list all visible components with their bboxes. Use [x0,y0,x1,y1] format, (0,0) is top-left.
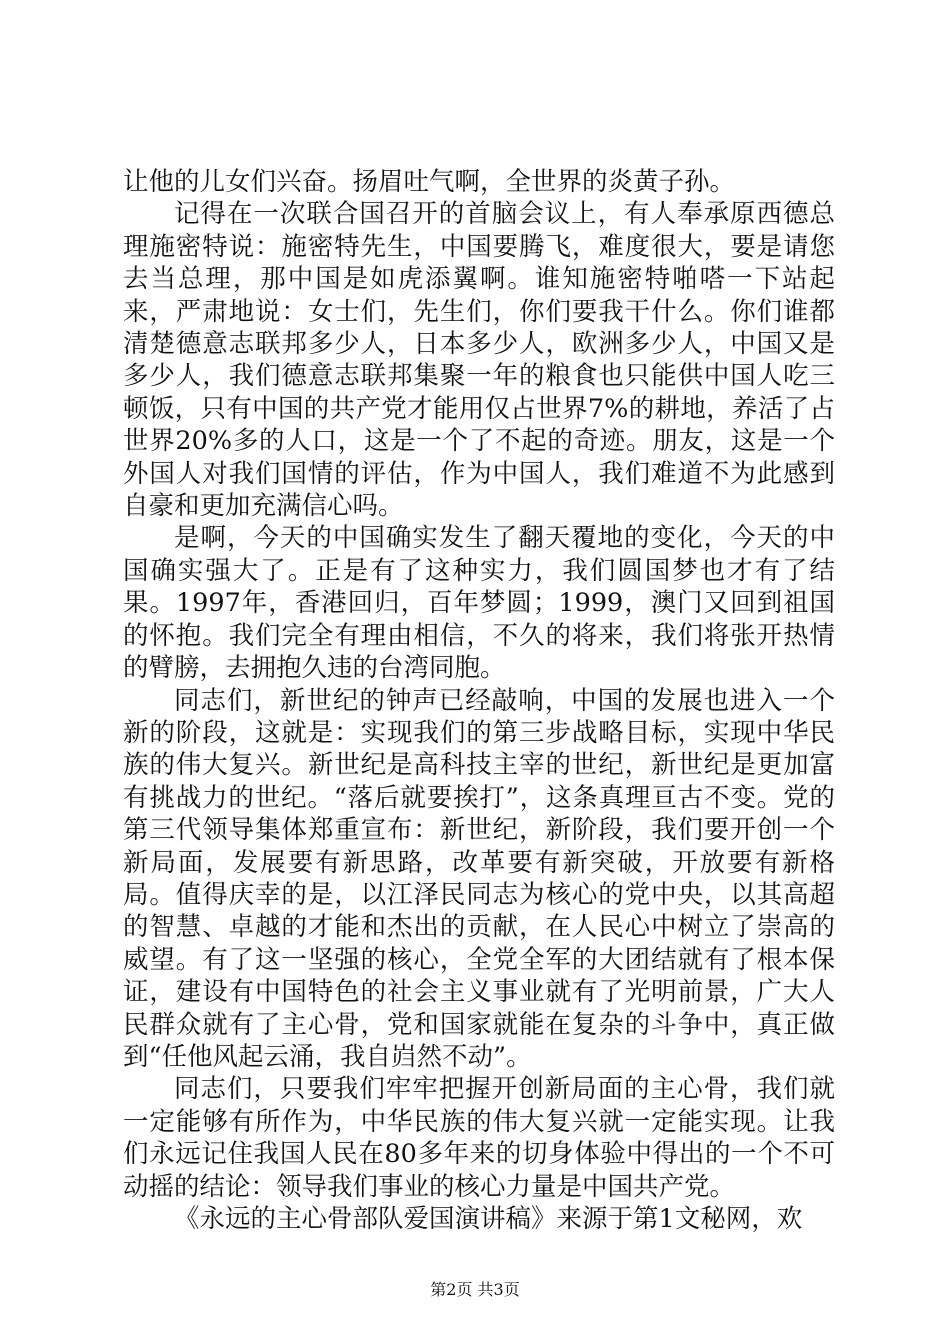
document-body [123,166,835,1235]
paragraph-4: 同志们，新世纪的钟声已经敲响，中国的发展也进入一个新的阶段，这就是：实现我们的第三步战略目标，实现中华民族的伟大复兴。新世纪是高科技主宰的世纪，新世纪是更加富有挑战力的世纪。“落后就要挨打”，这条真理亘古不变。党的第三代领导集体郑重宣布：新世纪，新阶段，我们要开创一个新局面，发展要有新思路，改革要有新突破，开放要有新格局。值得庆幸的是，以江泽民同志为核心的党中央，以其高超的智慧、卓越的才能和杰出的贡献，在人民心中树立了崇高的威望。有了这一坚强的核心，全党全军的大团结就有了根本保证，建设有中国特色的社会主义事业就有了光明前景，广大人民群众就有了主心骨，党和国家就能在复杂的斗争中，真正做到“任他风起云涌，我自岿然不动”。 [123,685,835,1072]
paragraph-6: 《永远的主心骨部队爱国演讲稿》来源于第1文秘网，欢 [174,1204,803,1234]
paragraph-3: 是啊，今天的中国确实发生了翻天覆地的变化，今天的中国确实强大了。正是有了这种实力，我们圆国梦也才有了结果。1997年，香港回归，百年梦圆；1999，澳门又回到祖国的怀抱。我们完全有理由相信，不久的将来，我们将张开热情的臂膀，去拥抱久违的台湾同胞。 [123,523,835,684]
paragraph-5: 同志们，只要我们牢牢把握开创新局面的主心骨，我们就一定能够有所作为，中华民族的伟大复兴就一定能实现。让我们永远记住我国人民在80多年来的切身体验中得出的一个不可动摇的结论：领导我们事业的核心力量是中国共产党。 [123,1074,835,1202]
page-footer: 第2页 共3页 [430,1280,520,1299]
paragraph-2: 记得在一次联合国召开的首脑会议上，有人奉承原西德总理施密特说：施密特先生，中国要腾飞，难度很大，要是请您去当总理，那中国是如虎添翼啊。谁知施密特啪嗒一下站起来，严肃地说：女士们，先生们，你们要我干什么。你们谁都清楚德意志联邦多少人，日本多少人，欧洲多少人，中国又是多少人，我们德意志联邦集聚一年的粮食也只能供中国人吃三顿饭，只有中国的共产党才能用仅占世界7%的耕地，养活了占世界20%多的人口，这是一个了不起的奇迹。朋友，这是一个外国人对我们国情的评估，作为中国人，我们难道不为此感到自豪和更加充满信心吗。 [123,199,835,522]
paragraph-1: 让他的儿女们兴奋。扬眉吐气啊，全世界的炎黄子孙。 [123,167,736,197]
